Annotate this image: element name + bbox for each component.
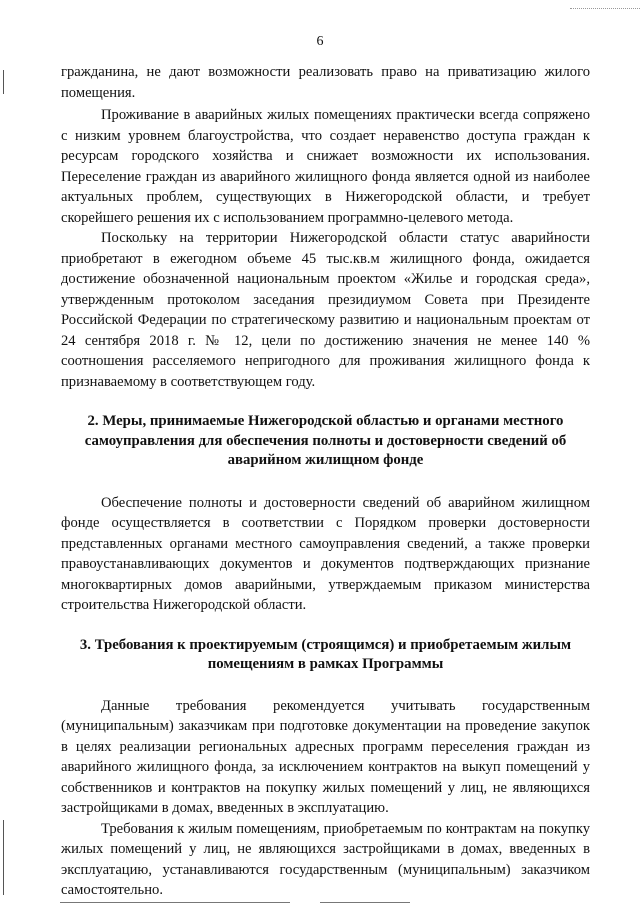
document-body <box>61 62 590 901</box>
paragraph: гражданина, не дают возможности реализовать право на приватизацию жилого помещения. <box>61 64 590 101</box>
scan-artifact-left <box>3 820 4 895</box>
paragraph: Поскольку на территории Нижегородской области статус аварийности приобретают в ежегодном объеме 45 тыс.кв.м жилищного фонда, ожидается достижение обозначенной национальным проектом «Жилье и городская среда», утвержденным протоколом заседания президиумом Совета при Президенте Российской Федерации по стратегическому развитию и национальным проектам от 24 сентября 2018 г. № 12, цели по достижению значения не менее 140 % соотношения расселяемого непригодного для проживания жилищного фонда к признаваемому в соответствующем году. <box>61 230 590 390</box>
paragraph: Требования к жилым помещениям, приобретаемым по контрактам на покупку жилых помещений у лиц, не являющихся застройщиками в домах, введенных в эксплуатацию, устанавливаются государственным (муниципальным) заказчиком самостоятельно. <box>61 820 590 898</box>
scan-artifact-left <box>3 70 4 94</box>
section-heading: 2. Меры, принимаемые Нижегородской областью и органами местного самоуправления для обеспечения полноты и достоверности сведений об аварийном жилищном фонде <box>84 413 567 468</box>
scan-artifact-top <box>570 0 640 9</box>
paragraph: Данные требования рекомендуется учитывать государственным (муниципальным) заказчикам при подготовке документации на проведение закупок в целях реализации региональных адресных программ переселения граждан из аварийного жилищного фонда, за исключением контрактов на выкуп помещений у собственников и контрактов на покупку жилых помещений у лиц, не являющихся застройщиками в домах, введенных в эксплуатацию. <box>61 697 590 816</box>
paragraph: Обеспечение полноты и достоверности сведений об аварийном жилищном фонде осуществляется в соответствии с Порядком проверки достоверности представленных органами местного самоуправления сведений, а также проверки правоустанавливающих документов и документов подтверждающих признание многоквартирных домов аварийными, утверждаемым приказом министерства строительства Нижегородской области. <box>61 494 590 613</box>
section-heading: 3. Требования к проектируемым (строящимся) и приобретаемым жилым помещениям в рамках Программы <box>79 636 572 672</box>
scan-artifact-bottom <box>60 902 290 903</box>
paragraph: Проживание в аварийных жилых помещениях практически всегда сопряжено с низким уровнем благоустройства, что создает неравенство доступа граждан к ресурсам городского хозяйства и снижает возможности их использования. Переселение граждан из аварийного жилищного фонда является одной из наиболее актуальных проблем, существующих в Нижегородской области, и требует скорейшего решения их с использованием программно-целевого метода. <box>61 107 590 226</box>
scan-artifact-bottom <box>320 902 410 903</box>
page-number: 6 <box>316 34 324 49</box>
